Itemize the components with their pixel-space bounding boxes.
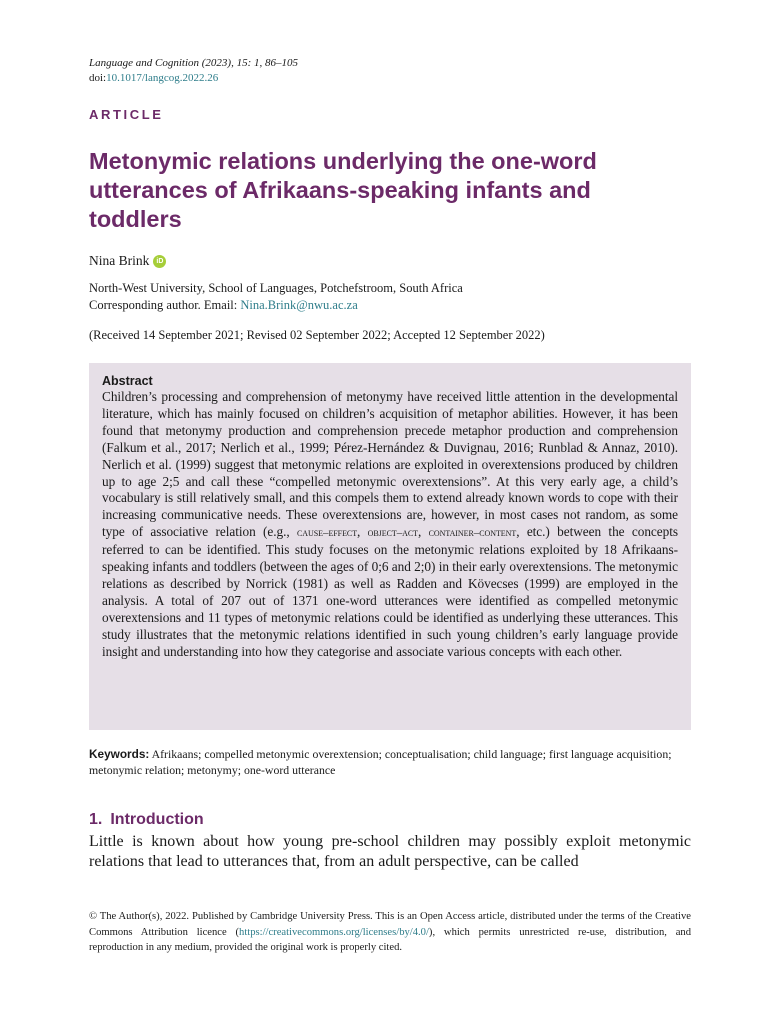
abstract-smallcaps-term: cause–effect xyxy=(297,527,358,540)
doi-line xyxy=(89,70,218,86)
affiliation-block xyxy=(89,280,463,314)
keywords-list: Afrikaans; compelled metonymic overextension; conceptualisation; child language; first language acquisition; metonymic relation; metonymy; one-word utterance xyxy=(89,747,672,777)
license-text-part1: © The Author(s), 2022. Published by Cambridge University Press. This is an Open Access article, distributed under the terms of the Creative Commons Attribution licence ( xyxy=(89,911,691,938)
license-link[interactable]: https://creativecommons.org/licenses/by/4.0/ xyxy=(239,926,429,938)
doi-prefix: doi: xyxy=(89,72,107,84)
section-number: 1. xyxy=(89,811,103,828)
author-line xyxy=(89,252,166,270)
received-dates: (Received 14 September 2021; Revised 02 September 2022; Accepted 12 September 2022) xyxy=(89,328,545,342)
abstract-text-part2: , etc.) between the concepts referred to can be identified. This study focuses on the metonymic relations exploited by 18 Afrikaans-speaking infants and toddlers (between the ages of 0;6 and 2;0) in their early overextensions. The metonymic relations as described by Norrick (1981) as well as Radden and Kövecses (1999) are employed in the analysis. A total of 207 out of 1371 one-word utterances were identified as compelled metonymic overextensions and 11 types of metonymic relations could be identified as underlying these utterances. This study illustrates that the metonymic relations identified in such young children’s early language provide insight and understanding into how they categorise and associate various concepts with each other. xyxy=(102,524,678,659)
journal-citation: Language and Cognition (2023), 15: 1, 86–105 xyxy=(89,57,298,69)
author-email-link[interactable]: Nina.Brink@nwu.ac.za xyxy=(240,298,358,312)
introduction-paragraph: Little is known about how young pre-school children may possibly exploit metonymic relations that lead to utterances that, from an adult perspective, can be called xyxy=(89,833,691,870)
abstract-box xyxy=(89,363,691,730)
article-title: Metonymic relations underlying the one-word utterances of Afrikaans-speaking infants and toddlers xyxy=(89,148,597,232)
affiliation-line: North-West University, School of Languages, Potchefstroom, South Africa xyxy=(89,281,463,295)
corresponding-prefix: Corresponding author. Email: xyxy=(89,298,241,312)
doi-link[interactable]: 10.1017/langcog.2022.26 xyxy=(106,72,219,84)
license-footer xyxy=(89,909,691,956)
abstract-heading: Abstract xyxy=(102,374,153,388)
section-heading-introduction xyxy=(89,811,204,829)
article-type-label: ARTICLE xyxy=(89,107,164,122)
abstract-smallcaps-term: container–content xyxy=(428,527,517,540)
abstract-separator: , xyxy=(418,524,429,540)
author-name: Nina Brink xyxy=(89,253,150,268)
section-title: Introduction xyxy=(110,811,204,828)
abstract-smallcaps-term: object–act xyxy=(367,527,419,540)
license-text-part2: ), which permits unrestricted re-use, distribution, and reproduction in any medium, provided the original work is properly cited. xyxy=(89,926,692,953)
abstract-text xyxy=(102,389,678,661)
keywords xyxy=(89,746,691,778)
keywords-label: Keywords: xyxy=(89,747,150,761)
orcid-icon[interactable]: iD xyxy=(153,255,166,268)
abstract-text-part1: Children’s processing and comprehension of metonymy have received little attention in the developmental literature, which has mainly focused on children’s acquisition of metaphor abilities. However, it has been found that metonymy production and comprehension precede metaphor production and comprehension (Falkum et al., 2017; Nerlich et al., 1999; Pérez-Hernández & Duvignau, 2016; Runblad & Annaz, 2010). Nerlich et al. (1999) suggest that metonymic relations are exploited in overextensions produced by children up to age 2;5 and call these “compelled metonymic overextensions”. At this very early age, a child’s vocabulary is still relatively small, and this compels them to extend already known words to cope with their increasing communicative needs. These overextensions are, however, in most cases not random, as some type of associative relation (e.g., xyxy=(102,389,678,540)
corresponding-author-line xyxy=(89,297,463,314)
abstract-separator: , xyxy=(357,524,368,540)
